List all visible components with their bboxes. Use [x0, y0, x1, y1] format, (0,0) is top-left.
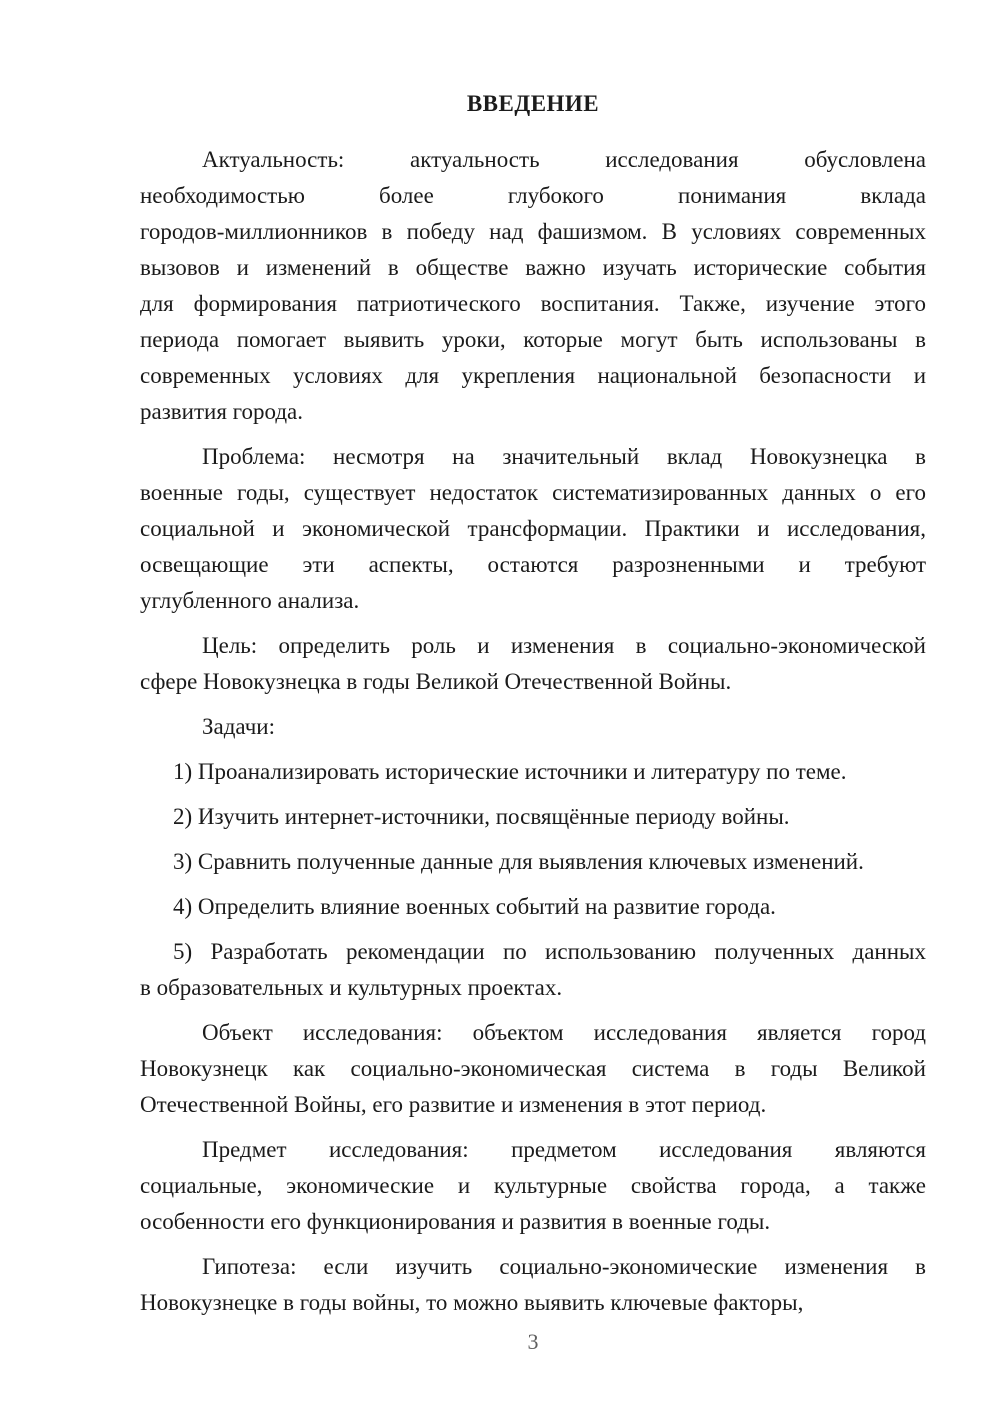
- list-item-paragraph: [140, 889, 926, 925]
- text-line: Актуальность: актуальность исследования обусловлена: [202, 147, 926, 172]
- text-line: Задачи:: [202, 714, 275, 739]
- text-line: углубленного анализа.: [140, 588, 360, 613]
- text-line: Гипотеза: если изучить социально-экономические изменения в: [202, 1254, 926, 1279]
- text-line: Предмет исследования: предметом исследования являются: [202, 1137, 926, 1162]
- paragraphs: [140, 142, 926, 1321]
- text-line: 3) Сравнить полученные данные для выявления ключевых изменений.: [173, 849, 864, 874]
- text-line: развития города.: [140, 399, 304, 424]
- text-line: Объект исследования: объектом исследования является город: [202, 1020, 926, 1045]
- text-line: для формирования патриотического воспитания. Также, изучение этого: [140, 291, 926, 316]
- text-line: Отечественной Войны, его развитие и изменения в этот период.: [140, 1092, 767, 1117]
- paragraph: [140, 628, 926, 700]
- paragraph: [140, 1249, 926, 1321]
- text-line: Новокузнецк как социально-экономическая система в годы Великой: [140, 1056, 926, 1081]
- page-title: ВВЕДЕНИЕ: [466, 91, 600, 116]
- text-line: 4) Определить влияние военных событий на развитие города.: [173, 894, 776, 919]
- text-line: социальной и экономической трансформации. Практики и исследования,: [140, 516, 926, 541]
- paragraph: [140, 1015, 926, 1123]
- text-line: военные годы, существует недостаток систематизированных данных о его: [140, 480, 926, 505]
- text-line: городов-миллионников в победу над фашизмом. В условиях современных: [140, 219, 926, 244]
- page-number: 3: [527, 1329, 539, 1354]
- paragraph: [140, 439, 926, 619]
- text-line: особенности его функционирования и развития в военные годы.: [140, 1209, 771, 1234]
- text-line: 1) Проанализировать исторические источники и литературу по теме.: [173, 759, 847, 784]
- list-item-paragraph: [140, 754, 926, 790]
- text-line: 2) Изучить интернет-источники, посвящённые периоду войны.: [173, 804, 790, 829]
- text-line: Новокузнецке в годы войны, то можно выявить ключевые факторы,: [140, 1290, 804, 1315]
- text-line: сфере Новокузнецка в годы Великой Отечественной Войны.: [140, 669, 732, 694]
- text-line: освещающие эти аспекты, остаются разрозненными и требуют: [140, 552, 926, 577]
- paragraph: [140, 1132, 926, 1240]
- page-content: [140, 86, 926, 1353]
- text-line: социальные, экономические и культурные свойства города, а также: [140, 1173, 926, 1198]
- text-line: в образовательных и культурных проектах.: [140, 975, 563, 1000]
- list-item-paragraph: [140, 844, 926, 880]
- list-item-paragraph: [140, 799, 926, 835]
- text-line: периода помогает выявить уроки, которые могут быть использованы в: [140, 327, 926, 352]
- text-line: 5) Разработать рекомендации по использованию полученных данных: [173, 939, 926, 964]
- text-line: вызовов и изменений в обществе важно изучать исторические события: [140, 255, 926, 280]
- text-line: необходимостью более глубокого понимания вклада: [140, 183, 926, 208]
- list-item-paragraph: [140, 934, 926, 1006]
- text-line: Цель: определить роль и изменения в социально-экономической: [202, 633, 926, 658]
- paragraph: [140, 709, 926, 745]
- paragraph: [140, 142, 926, 430]
- text-line: современных условиях для укрепления национальной безопасности и: [140, 363, 926, 388]
- text-line: Проблема: несмотря на значительный вклад Новокузнецка в: [202, 444, 926, 469]
